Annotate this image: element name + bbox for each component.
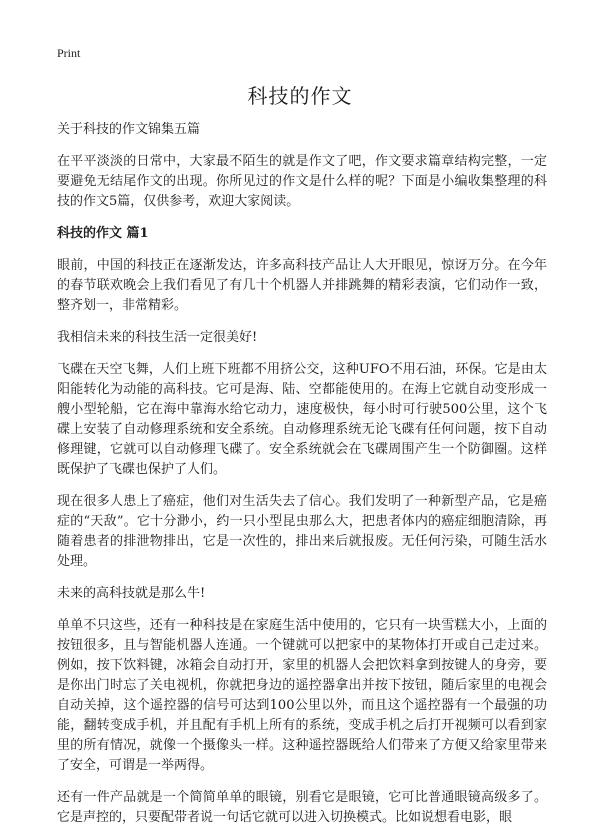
intro-paragraph: 在平平淡淡的日常中，大家最不陌生的就是作文了吧，作文要求篇章结构完整，一定要避免无结尾作文的出现。你所见过的作文是什么样的呢？下面是小编收集整理的科技的作文5篇，仅供参考，欢迎大家阅读。 [57,154,547,209]
paragraph: 眼前，中国的科技正在逐渐发达，许多高科技产品让人大开眼见，惊讶万分。在今年的春节联欢晚会上我们看见了有几十个机器人并排跳舞的精彩表演，它们动作一致，整齐划一，非常精彩。 [57,258,547,313]
paragraph: 还有一件产品就是一个简简单单的眼镜，别看它是眼镜，它可比普通眼镜高级多了。它是声控的，只要配带者说一句话它就可以进入切换模式。比如说想看电影，眼 [57,790,547,825]
paragraph: 现在很多人患上了癌症，他们对生活失去了信心。我们发明了一种新型产品，它是癌症的“天敌”。它十分渺小，约一只小型昆虫那么大，把患者体内的癌症细胞清除，再随着患者的排泄物排出，它是一次性的，排出来后就报废。无任何污染，可随生活水处理。 [57,494,547,569]
print-link[interactable]: Print [57,46,81,60]
paragraph: 我相信未来的科技生活一定很美好! [57,330,258,345]
paragraph: 飞碟在天空飞舞，人们上班下班都不用挤公交，这种UFO不用石油，环保。它是由太阳能转化为动能的高科技。它可是海、陆、空都能使用的。在海上它就自动变形成一艘小型轮船，它在海中靠海水给它动力，速度极快，每小时可行驶500公里，这个飞碟上安装了自动修理系统和安全系统。自动修理系统无论飞碟有任何问题，按下自动修理键，它就可以自动修理飞碟了。安全系统就会在飞碟周围产生一个防御圈。这样既保护了飞碟也保护了人们。 [57,362,547,477]
article-subtitle: 关于科技的作文锦集五篇 [57,122,201,137]
paragraph: 未来的高科技就是那么牛! [57,586,206,601]
article-body [57,120,547,840]
page-title: 科技的作文 [247,84,353,108]
paragraph: 单单不只这些，还有一种科技是在家庭生活中使用的，它只有一块雪糕大小，上面的按钮很多，且与智能机器人连通。一个键就可以把家中的某物体打开或自己走过来。例如，按下饮料键，冰箱会自动打开，家里的机器人会把饮料拿到按键人的身旁，要是你出门时忘了关电视机，你就把身边的遥控器拿出并按下按钮，随后家里的电视会自动关掉，这个遥控器的信号可达到100公里以外，而且这个遥控器有一个最强的功能，翻转变成手机，并且配有手机上所有的系统，变成手机之后打开视频可以看到家里的所有情况，就像一个摄像头一样。这种遥控器既给人们带来了方便又给家里带来了安全，可谓是一举两得。 [57,618,547,773]
section-heading: 科技的作文 篇1 [57,226,149,241]
